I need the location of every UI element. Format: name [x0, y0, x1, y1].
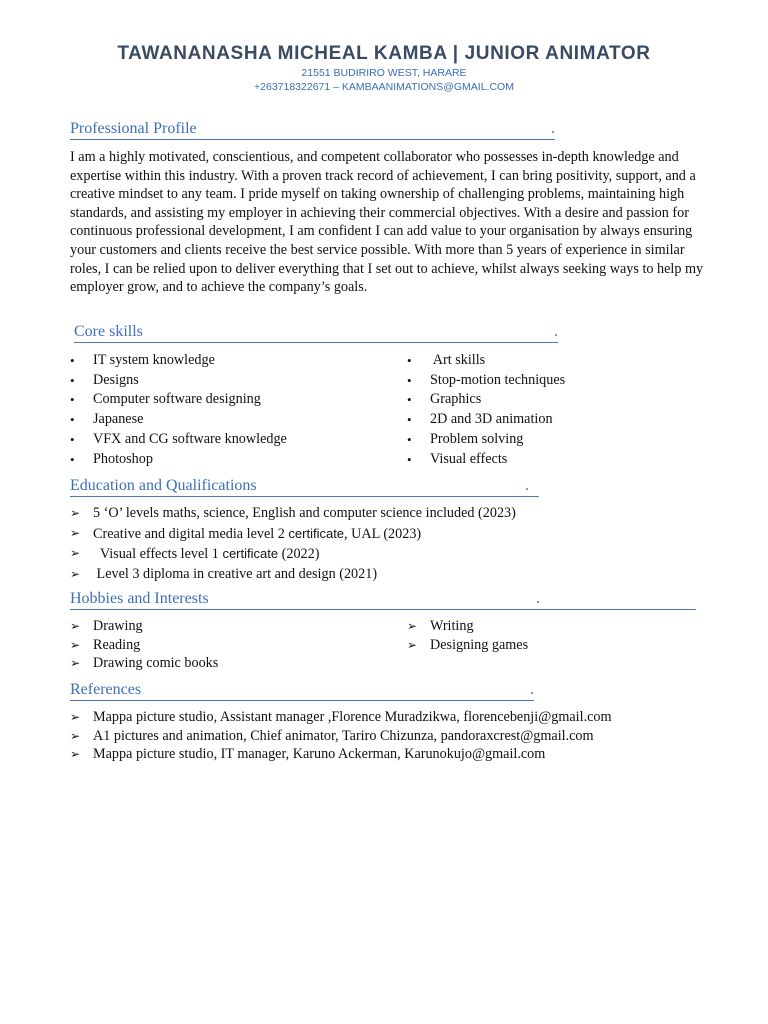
skill-item-text: Japanese — [93, 411, 144, 428]
hobby-item-text: Drawing — [93, 618, 143, 634]
education-item — [70, 544, 516, 565]
section-title-trail: . — [554, 323, 558, 340]
hobby-item — [70, 636, 218, 655]
address: 21551 BUDIRIRO WEST, HARARE — [301, 67, 467, 79]
skill-item — [70, 351, 287, 371]
hobby-item-text: Writing — [430, 618, 474, 634]
education-item-post: (2022) — [278, 546, 320, 563]
bullet-arrow-icon: ➢ — [70, 546, 81, 561]
section-title-trail: . — [536, 590, 540, 607]
reference-item-text: Mappa picture studio, IT manager, Karuno Ackerman, Karunokujo@gmail.com — [93, 746, 546, 763]
skill-item-text: Problem solving — [430, 430, 524, 447]
skills-list-left — [70, 351, 287, 469]
candidate-name: TAWANANASHA MICHEAL KAMBA | JUNIOR ANIMATOR — [117, 43, 651, 64]
hobbies-list-left — [70, 617, 219, 673]
reference-item — [70, 708, 612, 727]
hobby-item — [407, 617, 528, 636]
section-title-trail: . — [530, 681, 534, 698]
skills-list-right — [407, 351, 566, 469]
hobby-item — [70, 654, 219, 673]
bullet-dot-icon: • — [70, 392, 75, 408]
reference-item — [70, 745, 612, 764]
section-title-text: Professional Profile — [70, 120, 197, 137]
bullet-arrow-icon: ➢ — [70, 728, 81, 743]
section-title-text: Core skills — [74, 323, 143, 340]
section-title-text: References — [70, 681, 142, 698]
skill-item — [407, 410, 565, 430]
section-title-references — [70, 681, 534, 701]
bullet-dot-icon: • — [70, 353, 75, 368]
profile-text: I am a highly motivated, conscientious, and competent collaborator who possesses in-depth knowledge and expertise within this industry. With a proven track record of achievement, I can bring positivity, support, and a creative mindset to any team. I pride myself on taking ownership of challenging problems, maintaining high standards, and assisting my employer in achieving their commercial objectives. With a desire and passion for continuous professional development, I am confident I can add value to your organisation by always ensuring your customers and clients receive the best service possible. With more than 5 years of experience in similar roles, I can be relied upon to deliver everything that I set out to achieve, whilst always seeking ways to help my employer grow, and to achieve the company’s goals. — [70, 149, 704, 296]
education-item-pre: Level 3 diploma in creative art and design (2021) — [93, 566, 378, 583]
bullet-arrow-icon: ➢ — [70, 656, 81, 671]
skill-item-text: 2D and 3D animation — [430, 411, 553, 428]
hobbies-list-right — [407, 617, 529, 654]
education-item-cert: certificate — [288, 525, 345, 541]
bullet-dot-icon: • — [407, 353, 412, 368]
skill-item — [407, 390, 565, 410]
education-list — [70, 504, 516, 585]
skill-item-text: Art skills — [430, 352, 486, 368]
skill-item-text: Stop-motion techniques — [430, 371, 566, 388]
education-item-post: , UAL (2023) — [344, 525, 422, 542]
references-list — [70, 708, 612, 764]
education-item-cert: certificate — [222, 546, 279, 562]
bullet-arrow-icon: ➢ — [70, 525, 81, 540]
reference-item-text: A1 pictures and animation, Chief animator, Tariro Chizunza, pandoraxcrest@gmail.com — [93, 727, 594, 744]
skill-item-text: VFX and CG software knowledge — [93, 430, 287, 447]
bullet-dot-icon: • — [407, 392, 412, 408]
education-item — [70, 524, 516, 545]
contact-line: +263718322671 – KAMBAANIMATIONS@GMAIL.COM — [254, 81, 514, 93]
section-title-trail: . — [525, 477, 529, 494]
hobby-item-text: Drawing comic books — [93, 655, 219, 672]
education-item-pre: Creative and digital media level 2 — [93, 525, 289, 542]
skill-item-text: Graphics — [430, 391, 482, 408]
reference-item-text: Mappa picture studio, Assistant manager ,Florence Muradzikwa, florencebenji@gmail.com — [93, 709, 612, 725]
skill-item — [70, 371, 287, 391]
skill-item-text: Computer software designing — [93, 391, 261, 408]
skill-item-text: Photoshop — [93, 450, 153, 467]
education-item-pre: Visual effects level 1 — [93, 546, 223, 563]
bullet-dot-icon: • — [70, 451, 75, 467]
skill-item — [407, 351, 565, 371]
skill-item — [407, 450, 565, 470]
bullet-arrow-icon: ➢ — [70, 619, 81, 633]
skill-item — [407, 371, 566, 391]
education-item — [70, 565, 516, 585]
bullet-dot-icon: • — [407, 412, 412, 428]
hobby-item-text: Designing games — [430, 636, 529, 653]
bullet-arrow-icon: ➢ — [70, 506, 81, 520]
skill-item — [407, 430, 565, 450]
bullet-arrow-icon: ➢ — [70, 637, 81, 652]
bullet-dot-icon: • — [407, 372, 412, 388]
section-title-education — [70, 477, 539, 497]
section-title-professional-profile — [70, 120, 555, 140]
hobby-item — [70, 617, 218, 636]
skill-item — [70, 430, 287, 450]
bullet-dot-icon: • — [70, 412, 75, 428]
bullet-arrow-icon: ➢ — [407, 637, 418, 652]
bullet-arrow-icon: ➢ — [70, 710, 81, 724]
bullet-arrow-icon: ➢ — [407, 619, 418, 633]
section-title-text: Hobbies and Interests — [70, 590, 209, 607]
reference-item — [70, 727, 612, 746]
skill-item — [70, 450, 287, 470]
bullet-dot-icon: • — [407, 431, 412, 447]
education-item — [70, 504, 516, 524]
skill-item-text: IT system knowledge — [93, 352, 215, 368]
skill-item-text: Visual effects — [430, 450, 508, 467]
resume-header — [0, 42, 768, 94]
bullet-arrow-icon: ➢ — [70, 567, 81, 582]
hobby-item — [407, 636, 529, 655]
section-title-hobbies — [70, 590, 696, 610]
hobby-item-text: Reading — [93, 636, 141, 653]
bullet-dot-icon: • — [70, 372, 75, 388]
skill-item — [70, 410, 287, 430]
bullet-dot-icon: • — [70, 431, 75, 447]
section-title-trail: . — [551, 120, 555, 137]
skill-item-text: Designs — [93, 371, 139, 388]
education-item-pre: 5 ‘O’ levels maths, science, English and computer science included (2023) — [93, 505, 516, 521]
bullet-dot-icon: • — [407, 451, 412, 467]
section-title-text: Education and Qualifications — [70, 477, 257, 494]
section-title-core-skills — [74, 323, 558, 343]
bullet-arrow-icon: ➢ — [70, 747, 81, 762]
skill-item — [70, 390, 287, 410]
